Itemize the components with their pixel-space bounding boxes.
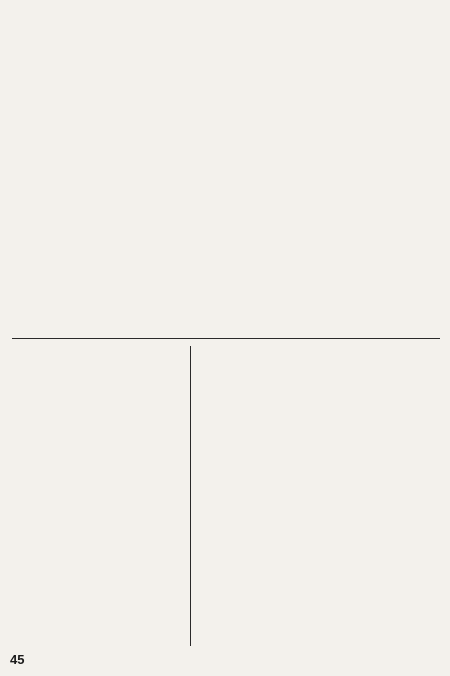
essay-lower-text xyxy=(196,348,448,648)
essay-upper-text xyxy=(12,8,448,334)
poem-author xyxy=(130,370,152,640)
poem-title xyxy=(156,352,184,632)
page-number: 45 xyxy=(10,652,25,667)
poem-body xyxy=(58,352,128,642)
essay-lower-left-text xyxy=(12,348,52,648)
section-divider xyxy=(12,338,440,339)
poem-divider xyxy=(190,346,191,646)
